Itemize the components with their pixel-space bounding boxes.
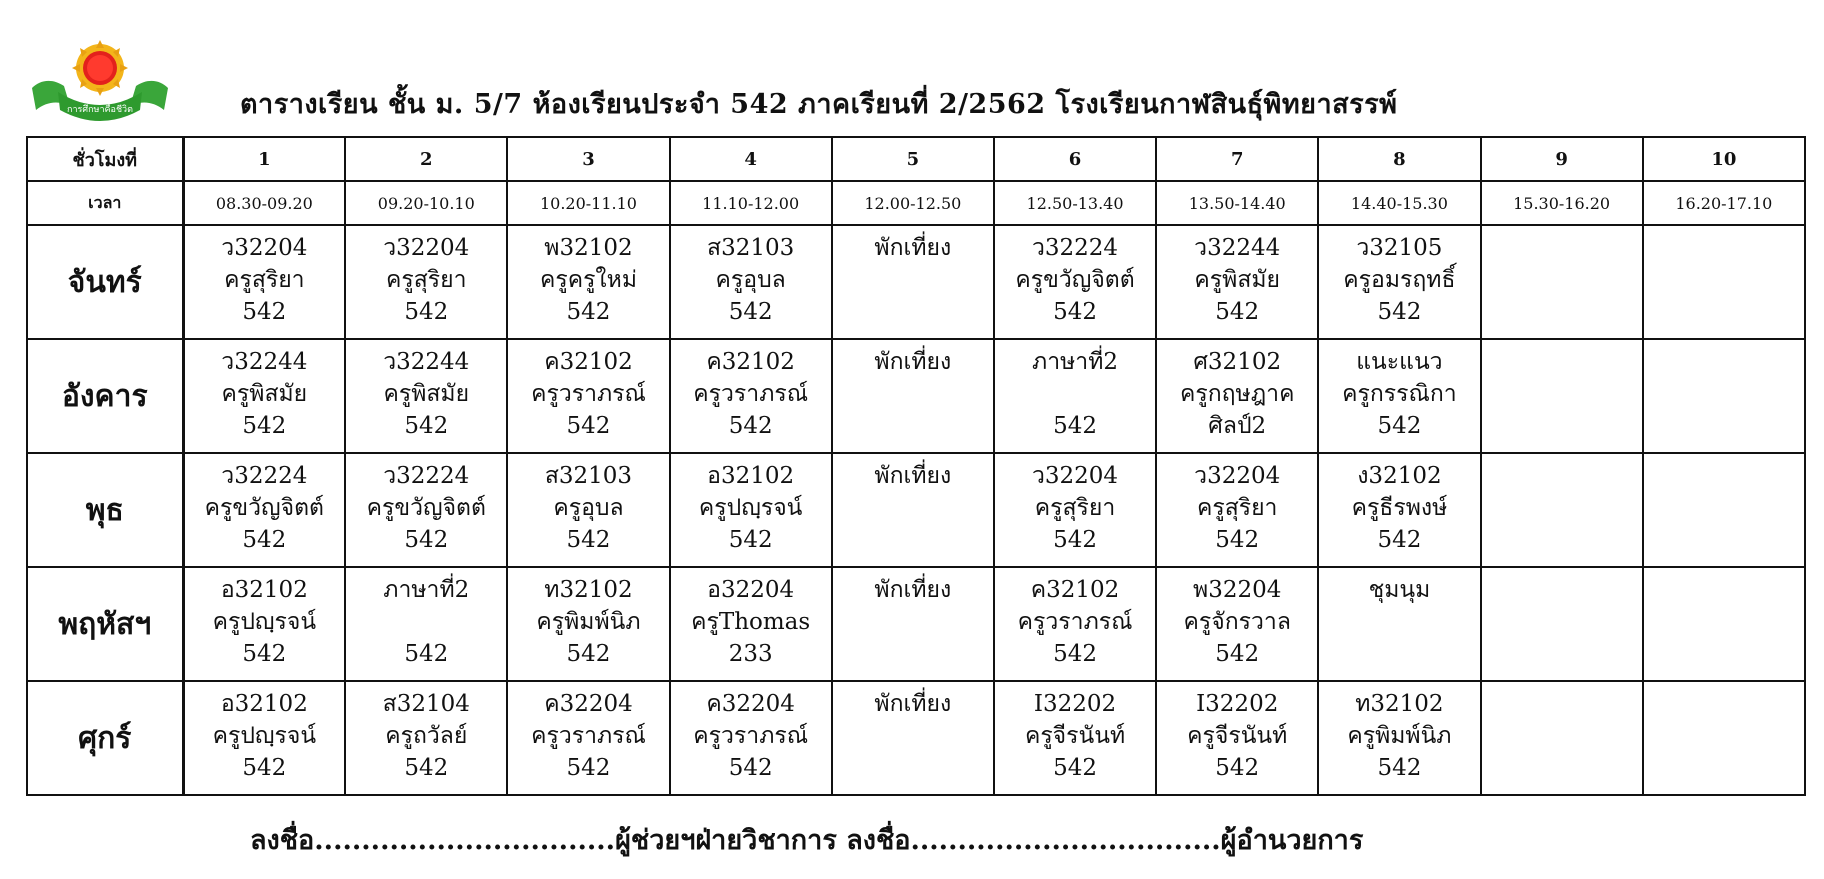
teacher-name: ครูสุริยา [224, 267, 305, 293]
teacher-name [1644, 720, 1804, 752]
room-number: 542 [1053, 641, 1097, 667]
subject-code: อ32102 [707, 463, 795, 489]
subject-code: I32202 [1196, 691, 1279, 717]
teacher-name [1644, 606, 1804, 638]
subject-code: ค32102 [706, 349, 795, 375]
day-label: อังคาร [27, 339, 183, 453]
schedule-cell [1318, 567, 1480, 681]
room-number: 542 [404, 299, 449, 325]
subject-code: ง32102 [1357, 463, 1442, 489]
room-number [1644, 296, 1804, 328]
schedule-cell [345, 339, 507, 453]
schedule-cell [670, 567, 832, 681]
schedule-cell [1156, 225, 1318, 339]
subject-code: ชุมนุม [1368, 577, 1431, 603]
schedule-cell [1481, 225, 1643, 339]
time-label: เวลา [27, 181, 183, 225]
teacher-name: ครูขวัญจิตต์ [366, 495, 486, 521]
subject-code: ส32104 [382, 691, 470, 717]
period-number: 10 [1643, 137, 1805, 181]
teacher-name: ครูวราภรณ์ [531, 381, 646, 407]
schedule-cell [345, 453, 507, 567]
subject-code: ว32224 [383, 463, 470, 489]
schedule-cell [670, 225, 832, 339]
room-number: 542 [1053, 755, 1097, 781]
room-number [833, 638, 993, 670]
teacher-name [1482, 264, 1642, 296]
teacher-name: ครูขวัญจิตต์ [1015, 267, 1135, 293]
room-number: 542 [566, 413, 611, 439]
schedule-cell [1643, 681, 1805, 795]
schedule-cell [183, 453, 345, 567]
teacher-name [833, 264, 993, 296]
teacher-name: ครูถวัลย์ [385, 723, 468, 749]
room-number [1644, 638, 1804, 670]
room-number [1644, 752, 1804, 784]
period-time: 13.50-14.40 [1156, 181, 1318, 225]
period-number: 5 [832, 137, 994, 181]
class-schedule-table [26, 136, 1806, 796]
teacher-name [1644, 492, 1804, 524]
period-time: 09.20-10.10 [345, 181, 507, 225]
period-label: ชั่วโมงที่ [27, 137, 183, 181]
teacher-name: ครูพิสมัย [221, 381, 308, 407]
subject-code [1644, 460, 1804, 492]
period-time: 15.30-16.20 [1481, 181, 1643, 225]
room-number [1482, 410, 1642, 442]
room-number: 542 [1377, 755, 1422, 781]
period-time: 12.00-12.50 [832, 181, 994, 225]
subject-code [1644, 574, 1804, 606]
schedule-cell [1318, 339, 1480, 453]
room-number: 542 [566, 641, 611, 667]
room-number: 542 [242, 527, 287, 553]
room-number [1482, 296, 1642, 328]
subject-code: ภาษาที่2 [383, 577, 470, 603]
subject-code: ว32244 [221, 349, 308, 375]
schedule-cell [994, 225, 1156, 339]
time-header-row [27, 181, 1805, 225]
subject-code: พักเที่ยง [874, 349, 952, 375]
schedule-cell [507, 225, 669, 339]
subject-code: ส32103 [544, 463, 633, 489]
room-number: 542 [728, 299, 773, 325]
teacher-name: ครูกฤษฎาค [1179, 381, 1295, 407]
subject-code [1482, 232, 1642, 264]
teacher-name [833, 720, 993, 752]
schedule-cell [1318, 225, 1480, 339]
teacher-name: ครูปญฺรจน์ [698, 495, 803, 521]
teacher-name: ครูวราภรณ์ [693, 723, 809, 749]
period-header-row [27, 137, 1805, 181]
schedule-cell [345, 225, 507, 339]
schedule-cell [832, 681, 994, 795]
teacher-name: ครูวราภรณ์ [1017, 609, 1133, 635]
teacher-name [833, 378, 993, 410]
room-number: 542 [728, 527, 773, 553]
subject-code [1482, 460, 1642, 492]
teacher-name: ครูพิสมัย [383, 381, 470, 407]
teacher-name: ครูจีรนันท์ [1187, 723, 1288, 749]
teacher-name: ครูสุริยา [1196, 495, 1278, 521]
teacher-name: ครูจักรวาล [1183, 609, 1291, 635]
schedule-cell [183, 681, 345, 795]
period-time: 16.20-17.10 [1643, 181, 1805, 225]
teacher-name [1482, 378, 1642, 410]
subject-code: ค32102 [544, 349, 633, 375]
teacher-name: ครูจีรนันท์ [1024, 723, 1126, 749]
subject-code: ภาษาที่2 [1032, 349, 1118, 375]
room-number [1482, 524, 1642, 556]
subject-code: ว32204 [1031, 463, 1119, 489]
day-row [27, 339, 1805, 453]
subject-code: ว32105 [1356, 235, 1443, 261]
subject-code [1644, 346, 1804, 378]
room-number: 542 [1377, 299, 1422, 325]
teacher-name: ครูวราภรณ์ [693, 381, 809, 407]
teacher-name: ครูสุริยา [386, 267, 467, 293]
schedule-cell [345, 567, 507, 681]
schedule-cell [670, 339, 832, 453]
teacher-name: ครูขวัญจิตต์ [204, 495, 324, 521]
subject-code [1644, 232, 1804, 264]
schedule-cell [1643, 225, 1805, 339]
subject-code [1644, 688, 1804, 720]
teacher-name [1644, 264, 1804, 296]
schedule-cell [1643, 567, 1805, 681]
teacher-name [995, 378, 1155, 410]
subject-code: ค32102 [1030, 577, 1120, 603]
school-logo [30, 40, 170, 130]
subject-code: ส32103 [707, 235, 795, 261]
schedule-cell [183, 567, 345, 681]
day-label: พุธ [27, 453, 183, 567]
subject-code: ค32204 [544, 691, 633, 717]
room-number: 542 [1215, 641, 1260, 667]
period-number: 3 [507, 137, 669, 181]
day-row [27, 453, 1805, 567]
schedule-cell [994, 453, 1156, 567]
subject-code [1482, 688, 1642, 720]
schedule-cell [1156, 453, 1318, 567]
room-number: 542 [242, 755, 287, 781]
room-number: 542 [1053, 413, 1097, 439]
subject-code: พ32204 [1193, 577, 1282, 603]
room-number: 542 [1215, 755, 1260, 781]
subject-code: ว32204 [221, 235, 308, 261]
subject-code [1482, 574, 1642, 606]
teacher-name [1482, 606, 1642, 638]
day-row [27, 567, 1805, 681]
schedule-cell [994, 339, 1156, 453]
schedule-cell [1156, 567, 1318, 681]
teacher-name: ครูครูใหม่ [539, 267, 637, 293]
period-time: 08.30-09.20 [183, 181, 345, 225]
teacher-name [833, 606, 993, 638]
schedule-cell [832, 225, 994, 339]
subject-code: ว32224 [1031, 235, 1119, 261]
schedule-cell [183, 339, 345, 453]
room-number: 542 [1053, 527, 1097, 553]
schedule-cell [994, 567, 1156, 681]
schedule-cell [1481, 681, 1643, 795]
page-title: ตารางเรียน ชั้น ม. 5/7 ห้องเรียนประจำ 542 ภาคเรียนที่ 2/2562 โรงเรียนกาฬสินธุ์พิทยาสรรพ์ [240, 89, 1398, 120]
period-number: 7 [1156, 137, 1318, 181]
subject-code: พักเที่ยง [874, 463, 952, 489]
room-number: 542 [566, 755, 611, 781]
schedule-cell [1643, 453, 1805, 567]
room-number: 542 [728, 755, 773, 781]
schedule-cell [832, 339, 994, 453]
schedule-cell [670, 681, 832, 795]
day-row [27, 225, 1805, 339]
subject-code: ค32204 [706, 691, 795, 717]
period-time: 14.40-15.30 [1318, 181, 1480, 225]
subject-code: อ32102 [220, 691, 308, 717]
teacher-name: ครูกรรณิกา [1342, 381, 1457, 407]
room-number: 542 [404, 641, 449, 667]
room-number [833, 752, 993, 784]
period-time: 10.20-11.10 [507, 181, 669, 225]
schedule-cell [832, 567, 994, 681]
teacher-name [1482, 720, 1642, 752]
schedule-cell [183, 225, 345, 339]
day-label: จันทร์ [27, 225, 183, 339]
teacher-name: ครูวราภรณ์ [531, 723, 646, 749]
subject-code: ศ32102 [1193, 349, 1282, 375]
subject-code: ว32224 [221, 463, 308, 489]
teacher-name: ครูสุริยา [1034, 495, 1116, 521]
teacher-name: ครูอุบล [553, 495, 624, 521]
teacher-name: ครูอุบล [715, 267, 786, 293]
teacher-name [346, 606, 506, 638]
period-number: 9 [1481, 137, 1643, 181]
room-number: 542 [1215, 299, 1260, 325]
schedule-cell [1318, 453, 1480, 567]
schedule-cell [832, 453, 994, 567]
schedule-cell [1156, 339, 1318, 453]
subject-code: ว32244 [1194, 235, 1281, 261]
day-label: พฤหัสฯ [27, 567, 183, 681]
schedule-cell [670, 453, 832, 567]
period-number: 8 [1318, 137, 1480, 181]
subject-code: ว32204 [1194, 463, 1281, 489]
room-number [833, 410, 993, 442]
room-number [833, 296, 993, 328]
signature-line: ลงชื่อ................................ผู้ช่วยฯฝ่ายวิชาการ ลงชื่อ.................................ผู้อำนวยการ [250, 825, 1364, 856]
room-number: 542 [728, 413, 773, 439]
room-number: 542 [242, 299, 287, 325]
room-number: 542 [566, 299, 611, 325]
sun-emblem [72, 40, 128, 96]
subject-code: พ32102 [544, 235, 633, 261]
room-number: 542 [1215, 527, 1260, 553]
subject-code [1482, 346, 1642, 378]
schedule-cell [994, 681, 1156, 795]
room-number: 542 [566, 527, 611, 553]
room-number: 542 [404, 413, 449, 439]
period-number: 4 [670, 137, 832, 181]
room-number: 542 [1377, 527, 1422, 553]
schedule-cell [345, 681, 507, 795]
period-number: 2 [345, 137, 507, 181]
subject-code: ว32204 [383, 235, 470, 261]
room-number [1319, 638, 1479, 670]
room-number: 542 [242, 641, 287, 667]
teacher-name [1319, 606, 1479, 638]
teacher-name [833, 492, 993, 524]
schedule-cell [1481, 453, 1643, 567]
teacher-name: ครูอมรฤทธิ์ [1343, 267, 1456, 293]
teacher-name [1482, 492, 1642, 524]
room-number: 542 [1377, 413, 1422, 439]
period-time: 11.10-12.00 [670, 181, 832, 225]
schedule-cell [1318, 681, 1480, 795]
subject-code: พักเที่ยง [874, 235, 952, 261]
teacher-name: ครูพิสมัย [1194, 267, 1280, 293]
subject-code: ว32244 [383, 349, 470, 375]
room-number [1644, 524, 1804, 556]
schedule-cell [507, 567, 669, 681]
schedule-cell [1481, 567, 1643, 681]
subject-code: อ32102 [220, 577, 308, 603]
day-row [27, 681, 1805, 795]
teacher-name: ครูปญฺรจน์ [212, 723, 317, 749]
subject-code: พักเที่ยง [874, 577, 952, 603]
period-time: 12.50-13.40 [994, 181, 1156, 225]
period-number: 1 [183, 137, 345, 181]
day-label: ศุกร์ [27, 681, 183, 795]
schedule-cell [507, 453, 669, 567]
schedule-cell [507, 339, 669, 453]
teacher-name: ครูธีรพงษ์ [1351, 495, 1448, 521]
room-number: 542 [1053, 299, 1097, 325]
room-number [833, 524, 993, 556]
room-number: 542 [404, 755, 449, 781]
subject-code: ท32102 [1355, 691, 1444, 717]
room-number [1482, 752, 1642, 784]
subject-code: อ32204 [707, 577, 795, 603]
subject-code: แนะแนว [1356, 349, 1443, 375]
room-number [1482, 638, 1642, 670]
schedule-cell [1643, 339, 1805, 453]
teacher-name: ครูพิมพ์นิภ [1347, 723, 1452, 749]
subject-code: พักเที่ยง [874, 691, 952, 717]
logo-motto: การศึกษาคือชีวิต [67, 105, 133, 115]
subject-code: I32202 [1033, 691, 1117, 717]
subject-code: ท32102 [544, 577, 633, 603]
teacher-name: ครูพิมพ์นิภ [536, 609, 641, 635]
teacher-name: ครูปญฺรจน์ [212, 609, 317, 635]
room-number: 542 [404, 527, 449, 553]
schedule-cell [1481, 339, 1643, 453]
schedule-cell [507, 681, 669, 795]
teacher-name: ครูThomas [691, 609, 811, 635]
room-number: ศิลป์2 [1208, 413, 1267, 439]
room-number: 542 [242, 413, 287, 439]
room-number [1644, 410, 1804, 442]
room-number: 233 [728, 641, 773, 667]
period-number: 6 [994, 137, 1156, 181]
schedule-cell [1156, 681, 1318, 795]
teacher-name [1644, 378, 1804, 410]
